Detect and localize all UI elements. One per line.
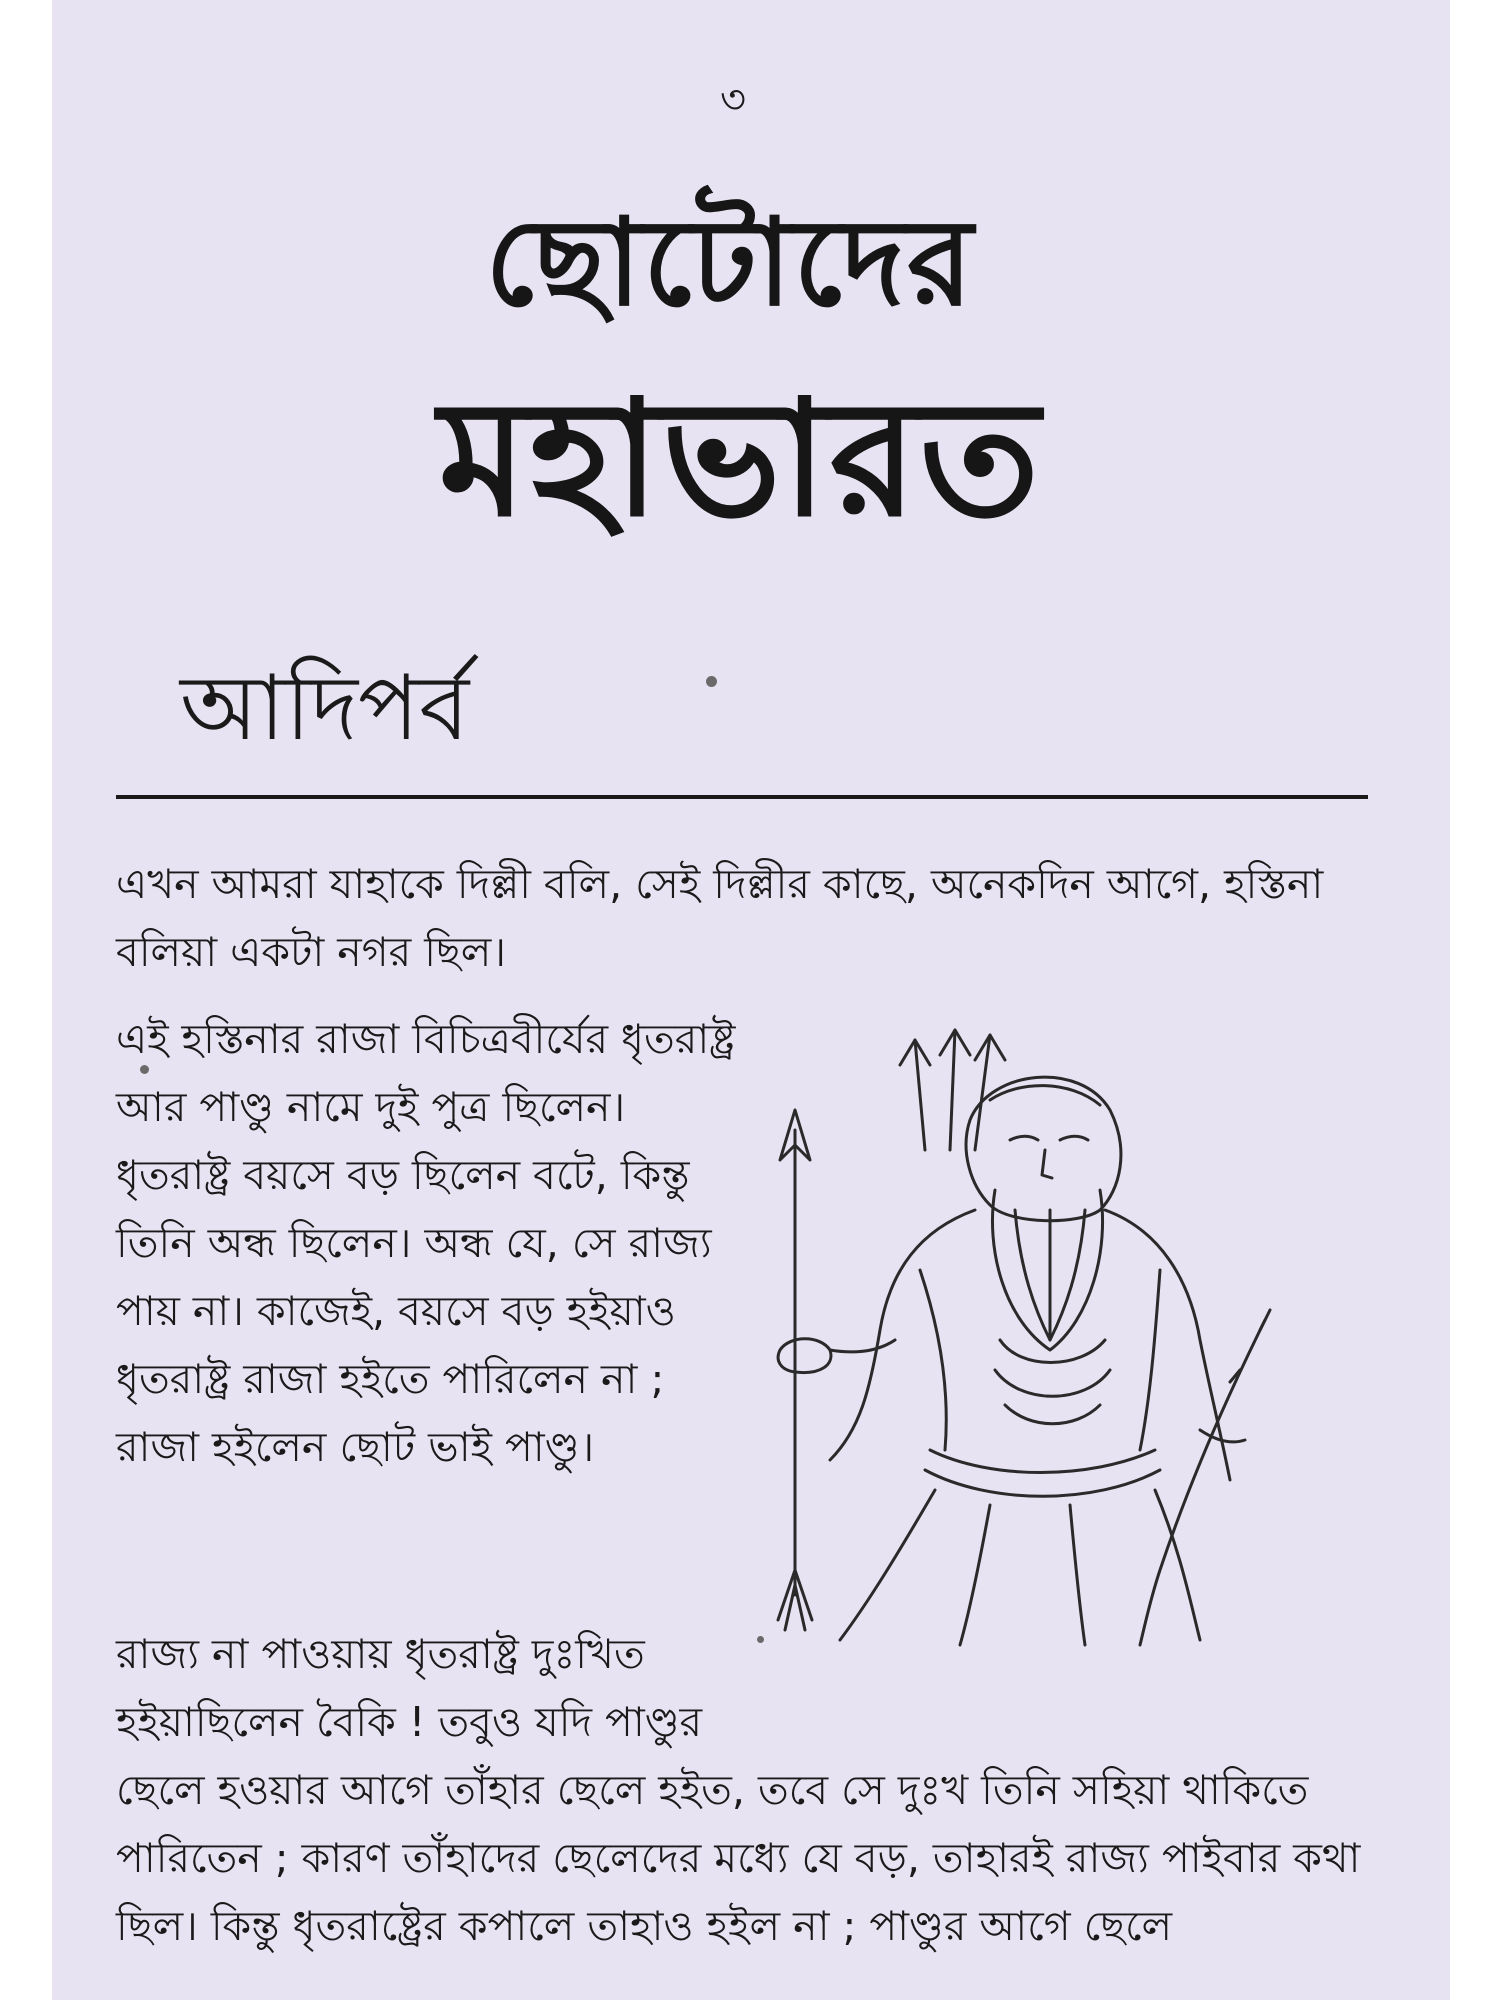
- print-speck: [757, 1636, 764, 1643]
- section-title: আদিপর্ব: [180, 656, 470, 761]
- paragraph-4: ছেলে হওয়ার আগে তাঁহার ছেলে হইত, তবে সে দুঃখ তিনি সহিয়া থাকিতে পারিতেন ; কারণ তাঁহাদের ছেলেদের মধ্যে যে বড়, তাহারই রাজ্য পাইবার কথা ছিল। কিন্তু ধৃতরাষ্ট্রের কপালে তাহাও হইল না ; পাণ্ডুর আগে ছেলে: [116, 1766, 1361, 1950]
- section-divider: [116, 795, 1368, 799]
- book-title-line1: ছোটোদের: [485, 194, 975, 333]
- book-title-line2: মহাভারত: [438, 365, 1042, 552]
- print-speck: [140, 1065, 149, 1074]
- page-number: ৩: [720, 77, 747, 123]
- paragraph-3: রাজ্য না পাওয়ায় ধৃতরাষ্ট্র দুঃখিত হইয়াছিলেন বৈকি ! তবুও যদি পাণ্ডুর: [116, 1630, 703, 1746]
- bearded-warrior-with-arrow-and-bow-icon: [760, 1010, 1280, 1650]
- paragraph-1: এখন আমরা যাহাকে দিল্লী বলি, সেই দিল্লীর কাছে, অনেকদিন আগে, হস্তিনা বলিয়া একটা নগর ছিল।: [116, 860, 1324, 976]
- print-speck: [706, 676, 717, 687]
- paragraph-2: এই হস্তিনার রাজা বিচিত্রবীর্যের ধৃতরাষ্ট্র আর পাণ্ডু নামে দুই পুত্র ছিলেন। ধৃতরাষ্ট্র বয়সে বড় ছিলেন বটে, কিন্তু তিনি অন্ধ ছিলেন। অন্ধ যে, সে রাজ্য পায় না। কাজেই, বয়সে বড় হইয়াও ধৃতরাষ্ট্র রাজা হইতে পারিলেন না ; রাজা হইলেন ছোট ভাই পাণ্ডু।: [116, 1015, 736, 1471]
